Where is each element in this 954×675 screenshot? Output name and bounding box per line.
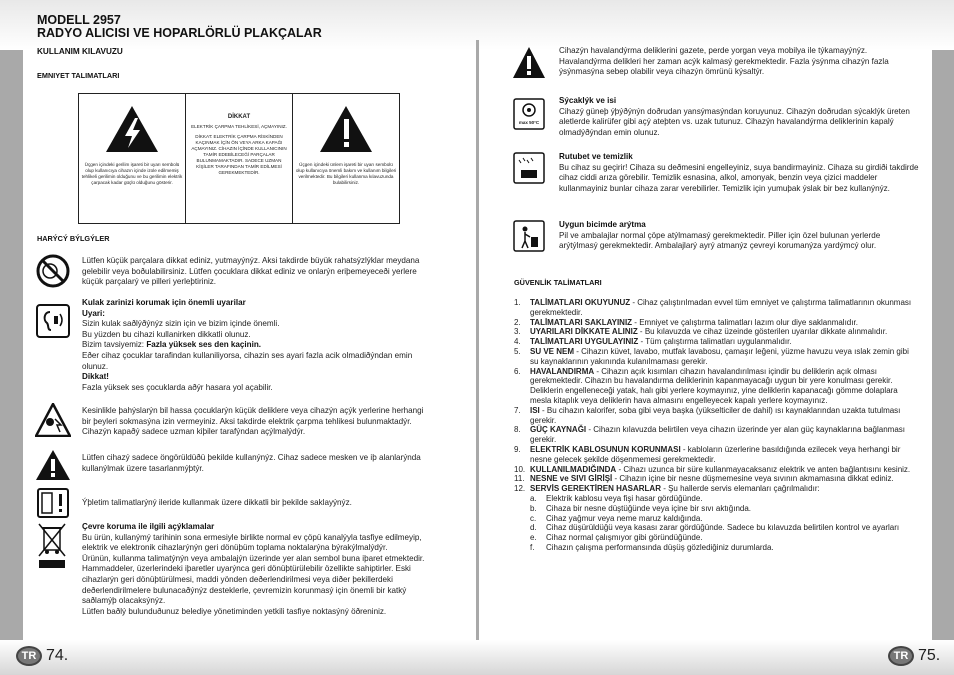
page-divider xyxy=(476,40,479,640)
lightning-triangle-icon xyxy=(105,104,160,154)
footer-band xyxy=(0,640,954,675)
environment-p2: Ürünün, kullanma talimatýnýn veya ambalajýn üzerinde yer alan sembol buna iþaret etmektedir. Hammaddeler, üzerlerindeki iþaretler uyarýnca geri dönüþtürülebilir özellikte sahiptirler. Eski cihazlarýn geri dönüþtürülmesi, maddi yönden deðerlendirilmesi veya diðer þekillerdeki deðerlendirilmelere bulunacaðýnýz desteklerle, çevremizin korunmasý için önemli bir katký saðlamýþ olacaksýnýz. xyxy=(82,553,425,606)
safety-item: 12. SERVİS GEREKTİREN HASARLAR - Şu hallerde servis elemanları çağrılmalıdır: a. Elektrik kablosu veya fişi hasar gördüğünde. b. Cihaza bir nesne düştüğünde veya içine bir sıvı aktığında. c. Cihaz yağmur veya neme maruz kaldığında. d. Cihaz düşürüldüğü veya kasası zarar gördüğünde. Sadece bu kılavuzda belirtilen kontrol ve ayarları e. Cihaz normal çalışmıyor gibi göründüğünde. f. Cihazın çalışma performansında düşüş gözlediğiniz durumlarda. xyxy=(514,484,919,553)
hearing-protection-icon xyxy=(36,304,70,338)
caution-line-2: DİKKAT: ELEKTRİK ÇARPMA RİSKİNDEN KAÇINMAK İÇİN ÖN VEYA ARKA KAPAĞI AÇMAYINIZ. CİHAZIN İÇİNDE KULLANICININ TAMİR EDEBİLECEĞİ PARÇALAR BULUNMAMAKTADIR. SADECE UZMAN KİŞİLER TARAFINDAN TAMİR EDİLMESİ GEREKMEKTEDİR. xyxy=(191,134,287,175)
moisture-block xyxy=(559,152,921,194)
caution-title: DİKKAT xyxy=(227,114,251,120)
hearing-title: Kulak zarinizi korumak için önemli uyarilar xyxy=(82,298,246,307)
heat-text: Cihazý güneþ ýþýðýnýn doðrudan yansýmasýndan koruyunuz. Cihazýn doðrudan sýcaklýk üreten aletlerde kalirüfer gibi açý ateþten vs. uzak tutunuz. Cihazýn havalandýrma deliklerinin kapalý olmadýðýndan emin olunuz. xyxy=(559,106,910,137)
electric-shock-child-icon xyxy=(35,403,71,437)
temperature-icon-label: max 50°C xyxy=(518,120,540,125)
safety-item: 9. ELEKTRİK KABLOSUNUN KORUNMASI - kabloların üzerlerine basıldığında ezilecek veya herhangi bir nesne gelecek şekilde döşenmemesi gerekmektedir. xyxy=(514,444,901,464)
safety-item: 5. SU VE NEM - Cihazın küvet, lavabo, mutfak lavabosu, çamaşır leğeni, yüzme havuzu veya ıslak zemin gibi su kaynaklarının yakınında kulanılmaması gerekir. xyxy=(514,346,909,366)
moisture-title: Rutubet ve temizlik xyxy=(559,152,633,161)
disposal-text: Pil ve ambalajlar normal çöpe atýlmamasý gerekmektedir. Piller için özel bulunan yerlerde arýtýlmasý gerekmektedir. Ambalajlarý ayrý atmanýz çevreyi korumanýza yardýmcý olur. xyxy=(559,230,881,251)
ventilation-warning-icon xyxy=(512,46,546,80)
service-condition: d. Cihaz düşürüldüğü veya kasası zarar gördüğünde. Sadece bu kılavuzda belirtilen kontrol ve ayarları xyxy=(530,523,900,533)
lang-badge-right: TR xyxy=(888,646,914,666)
warning-label-box xyxy=(78,93,400,224)
service-condition: c. Cihaz yağmur veya neme maruz kaldığında. xyxy=(530,513,703,523)
safety-item: 2. TALİMATLARI SAKLAYINIZ - Emniyet ve çalıştırma talimatları lazım olur diye saklanmalıdır. xyxy=(514,317,858,327)
disposal-icon xyxy=(513,220,545,252)
safety-instructions-list xyxy=(514,298,919,553)
environment-title: Çevre koruma ile ilgili açýklamalar xyxy=(82,522,215,531)
intended-use-text: Lütfen cihazý sadece öngörüldüðü þekilde kullanýnýz. Cihaz sadece mesken ve iþ alanlarýnda kullanýlmak üzere tasarlanmýþtýr. xyxy=(82,453,421,473)
safety-item: 3. UYARILARI DİKKATE ALINIZ - Bu kılavuzda ve cihaz üzeinde gösterilen uyarılar dikkate alınmalıdır. xyxy=(514,327,888,337)
safety-item: 1. TALİMATLARI OKUYUNUZ - Cihaz çalıştırılmadan evvel tüm emniyet ve çalıştırma talimatlarının okunması gerekmektedir. xyxy=(514,298,912,317)
model-title: MODELL 2957 xyxy=(37,13,121,27)
ventilation-text: Cihazýn havalandýrma deliklerini gazete, perde yorgan veya mobilya ile týkamayýnýz. Havalandýrma delikleri her zaman acýk kalmasý gerekmektedir. Fazla ýsýnma cihazýn fazla ýsýnmasýna sebep olabilir veya cihazýn ömrünü kýsaltýr. xyxy=(559,46,889,77)
safety-item: 7. ISI - Bu cihazın kalorifer, soba gibi veya başka (yükselticiler de dahil) ısı kaynaklarından uzakta tutulması gerekir. xyxy=(514,405,901,425)
service-condition: f. Cihazın çalışma performansında düşüş gözlediğiniz durumlarda. xyxy=(530,542,774,552)
environment-p1: Bu ürün, kullanýmý tarihinin sona ermesiyle birlikte normal ev çöpü kanalýyla tasfiye edilmeyip, elektrik ve elektronik cihazlarýnýn geri dönüþüm toplama noktalarýna býrakýlmalýdýr. xyxy=(82,532,422,553)
hearing-dikkat: Dikkat! xyxy=(82,372,109,382)
moisture-cleaning-icon xyxy=(513,152,545,184)
safety-item: 10. KULLANILMADIĞINDA - Cihazı uzunca bir süre kullanmayacaksanız elektrik ve anten bağlantısını kesiniz. xyxy=(514,464,911,474)
safety-item: 11. NESNE ve SIVI GİRİŞİ - Cihazın içine bir nesne düşmemesine veya sıvının akmamasına dikkat ediniz. xyxy=(514,474,894,484)
service-condition: b. Cihaza bir nesne düştüğünde veya içine bir sıvı aktığında. xyxy=(530,503,752,513)
safety-item: 8. GÜÇ KAYNAĞI - Cihazın kılavuzda belirtilen veya cihazın üzerinde yer alan güç kaynaklarına bağlanması gerekir. xyxy=(514,425,905,445)
hearing-line-3b: Fazla yüksek ses den kaçinin. xyxy=(146,340,262,350)
keep-instructions-text: Ýþletim talimatlarýný ileride kullanmak üzere dikkatli bir þekilde saklayýnýz. xyxy=(82,498,352,507)
disposal-title: Uygun bicimde arýtma xyxy=(559,220,646,229)
page-number-74: 74. xyxy=(46,647,69,664)
small-parts-text: Lütfen küçük parçalara dikkat ediniz, yutmayýnýz. Aksi takdirde büyük rahatsýzlýklar meydana gelebilir veya boðulabilirsiniz. Lütfen çocuklara dikkat ediniz ve onlarýn eriþemeyeceði yerlere küçük parçalarý ve pilleri yerleþtiriniz. xyxy=(82,256,420,287)
heat-block xyxy=(559,96,921,138)
service-conditions-list xyxy=(530,494,919,553)
hearing-line-2: Bu yüzden bu cihazi kullanirken dikkatli olunuz. xyxy=(82,329,251,339)
disposal-block xyxy=(559,220,921,252)
safety-instructions-heading: GÜVENLİK TALİMATLARI xyxy=(514,278,602,287)
warnings-heading: HARÝCÝ BÝLGÝLER xyxy=(37,234,110,243)
exclamation-triangle-icon xyxy=(319,104,374,154)
document-title xyxy=(37,14,322,40)
environment-block xyxy=(82,522,427,617)
manual-book-icon xyxy=(37,488,69,518)
temperature-icon xyxy=(513,98,545,130)
moisture-text: Bu cihaz su geçirir! Cihaza su deðmesini engelleyiniz, suya bandirmayiniz. Cihaza su girdiði takdirde cihaz ciddi arıza görebilir. Temizlik esnasina, alkol, amonyak, benzin veya çizici maddeler kullanmayiniz bunlar cihaza zarar verebilirler. Temizlik için yumuþak ýslak bir bez kullanýnýz. xyxy=(559,162,919,193)
safety-item: 4. TALİMATLARI UYGULAYINIZ - Tüm çalıştırma talimatları uygulanmalıdır. xyxy=(514,337,792,347)
hearing-warning-block xyxy=(82,298,427,393)
hearing-line-5: Fazla yüksek ses çocuklarda aðýr hasara yol açabilir. xyxy=(82,382,273,392)
right-margin-bar xyxy=(932,50,954,675)
hearing-line-3a: Bizim tavsiyemiz: xyxy=(82,340,147,350)
hearing-line-4: Eðer cihaz çocuklar tarafindan kullaniliyorsa, cihazin ses ayari fazla acik olmadiðýndan emin olunuz. xyxy=(82,350,413,371)
lang-badge-left: TR xyxy=(16,646,42,666)
hearing-line-1: Sizin kulak saðlýðýnýz sizin için ve bizim içinde önemli. xyxy=(82,319,280,329)
service-condition: e. Cihaz normal çalışmıyor gibi göründüğünde. xyxy=(530,533,703,543)
environment-p3: Lütfen baðlý bulunduðunuz belediye yönetiminden yetkili tasfiye noktasýný öðreniniz. xyxy=(82,606,387,616)
left-page-number xyxy=(16,646,68,666)
right-page-number xyxy=(888,646,940,666)
caution-line-1: ELEKTRİK ÇARPMA TEHLİKESİ, AÇMAYINIZ. xyxy=(191,124,287,129)
openings-warning-text: Kesinlikle þahýslarýn bil hassa çocuklarýn küçük deliklere veya cihazýn açýk yerlerine herhangi bir þeyleri sokmasýna izin vermeyiniz. Aksi takdirde elektrik çarpma tehlikesi bulunmaktadýr. Cihazýn kapaðý sadece uzman kiþiler tarafýndan açýlmalýdýr. xyxy=(82,406,424,437)
exclamation-warning-text: Üçgen içindeki ünlem işareti bir uyarı sembolü olup kullanıcıya önemli bakım ve kullanım bilgileri verilmektedir. Bu bilgileri kullanma kılavuzunda bulabilirsiniz. xyxy=(295,162,397,185)
safety-heading: EMNIYET TALIMATLARI xyxy=(37,71,120,80)
heat-title: Sýcaklýk ve isi xyxy=(559,96,617,105)
safety-item: 6. HAVALANDIRMA - Cihazın açık kısımları cihazın havalandırılması içindir bu deliklerin açık olması gerekmektedir. Cihazın bu havalandırma deliklerinin kapanmayacağı uygun bir yere konulması gerekir. Deliklerin engelleneceği yatak, halı gibi yerlere koymayınız, yine deliklerin kapanacağı gömme dolaplara mesla kitaplık veya deliklerin hava almasını engelleyecek kapalı yerlere koymayınız. xyxy=(514,366,898,405)
voltage-warning-text: Üçgen içindeki gerilim işareti bir uyarı sembolü olup kullanıcıya cihazın içinde izole edilmemiş tehlikeli gerilimin olduğunu ve bu gerilimin elektrik çarpacak kadar güçlü olduğunu gösterir. xyxy=(81,162,183,185)
product-title: RADYO ALICISI VE HOPARLÖRLÜ PLAKÇALAR xyxy=(37,26,322,40)
manual-heading: KULLANIM KILAVUZU xyxy=(37,47,123,56)
caution-triangle-icon xyxy=(35,449,71,481)
weee-bin-icon xyxy=(37,522,67,570)
no-small-parts-icon xyxy=(36,254,70,288)
service-condition: a. Elektrik kablosu veya fişi hasar gördüğünde. xyxy=(530,493,703,503)
page-number-75: 75. xyxy=(918,647,941,664)
left-margin-bar xyxy=(0,50,23,675)
hearing-uyari: Uyari: xyxy=(82,308,105,318)
